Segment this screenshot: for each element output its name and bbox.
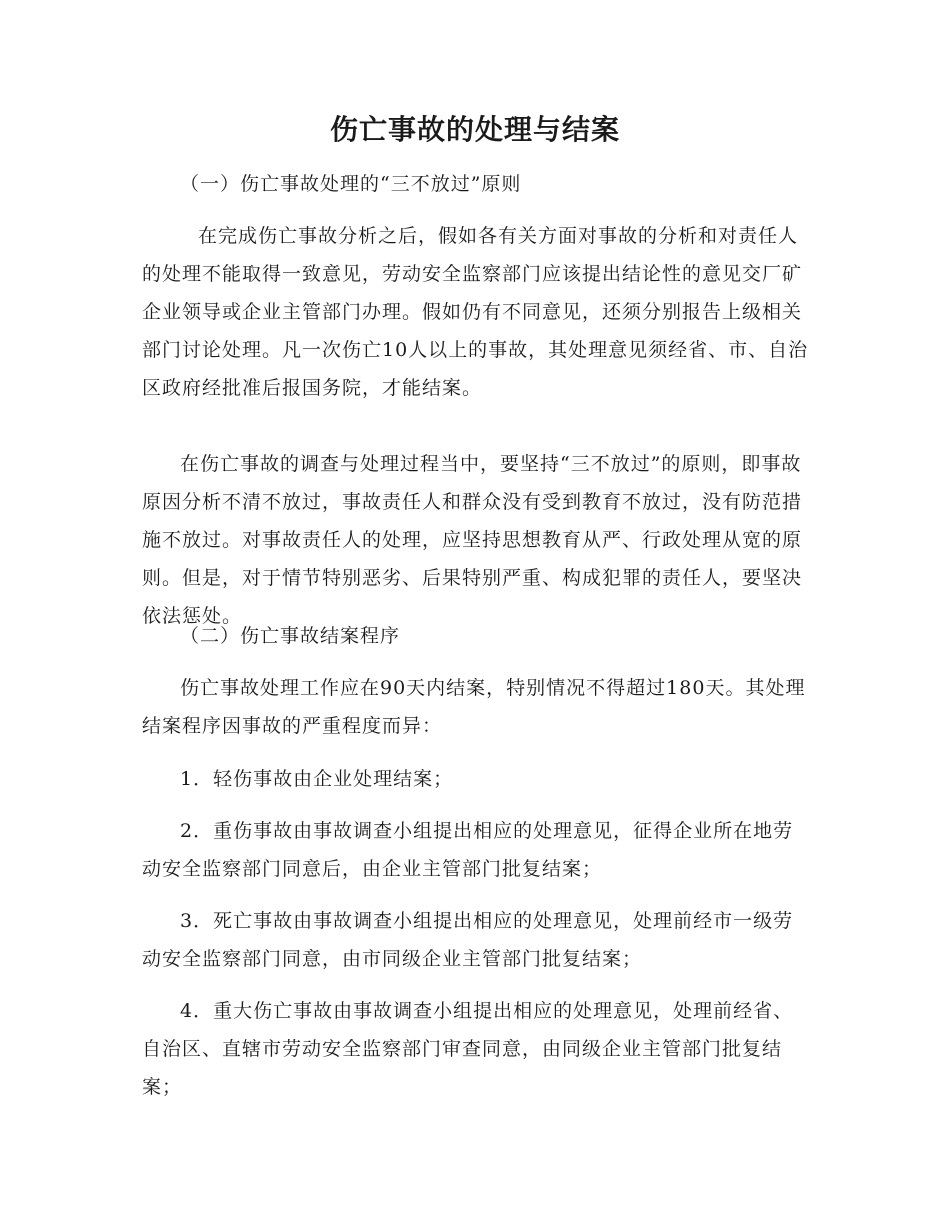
section-heading-closing-procedure: （二）伤亡事故结案程序: [180, 625, 401, 647]
paragraph-closing-deadline: 伤亡事故处理工作应在90天内结案，特别情况不得超过180天。其处理结案程序因事故的严重程度而异：: [142, 677, 806, 737]
document-title: 伤亡事故的处理与结案: [329, 113, 620, 146]
list-item-fatal-accident: 3．死亡事故由事故调查小组提出相应的处理意见，处理前经市一级劳动安全监察部门同意，由市同级企业主管部门批复结案；: [142, 910, 794, 970]
section-heading-principle: （一）伤亡事故处理的“三不放过”原则: [180, 173, 522, 195]
list-item-minor-injury: 1．轻伤事故由企业处理结案；: [180, 768, 454, 790]
list-item-serious-injury: 2．重伤事故由事故调查小组提出相应的处理意见，征得企业所在地劳动安全监察部门同意后，由企业主管部门批复结案；: [142, 820, 794, 880]
paragraph-three-no-pass-principle: 在伤亡事故的调查与处理过程当中，要坚持“三不放过”的原则，即事故原因分析不清不放过，事故责任人和群众没有受到教育不放过，没有防范措施不放过。对事故责任人的处理，应坚持思想教育从严、行政处理从宽的原则。但是，对于情节特别恶劣、后果特别严重、构成犯罪的责任人，要坚决依法惩处。: [142, 453, 803, 627]
list-item-major-casualty: 4．重大伤亡事故由事故调查小组提出相应的处理意见，处理前经省、自治区、直辖市劳动安全监察部门审查同意，由同级企业主管部门批复结案；: [142, 1000, 794, 1098]
paragraph-conclusion-procedure: 在完成伤亡事故分析之后，假如各有关方面对事故的分析和对责任人的处理不能取得一致意见，劳动安全监察部门应该提出结论性的意见交厂矿企业领导或企业主管部门办理。假如仍有不同意见，还须分别报告上级相关部门讨论处理。凡一次伤亡10人以上的事故，其处理意见须经省、市、自治区政府经批准后报国务院，才能结案。: [142, 225, 809, 399]
